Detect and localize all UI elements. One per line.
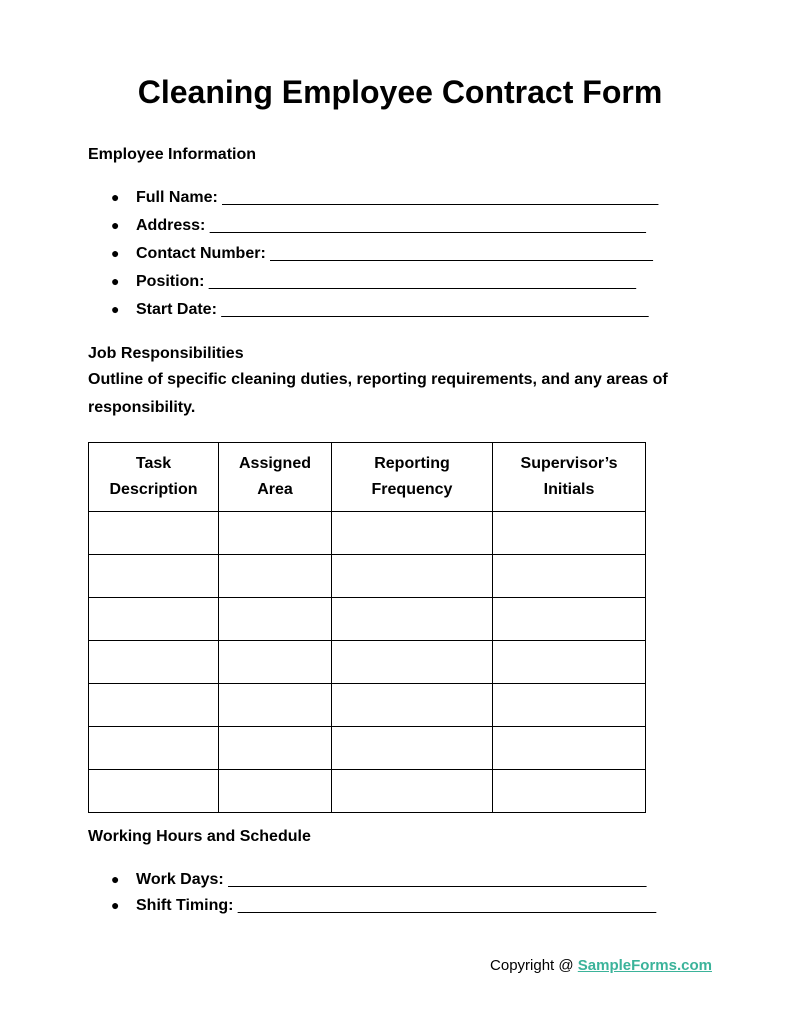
header-assigned-area: Assigned Area — [219, 443, 332, 512]
field-label: Full Name: — [136, 189, 218, 206]
table-cell[interactable] — [332, 770, 493, 813]
table-cell[interactable] — [493, 684, 646, 727]
table-cell[interactable] — [332, 555, 493, 598]
field-label: Contact Number: — [136, 245, 266, 262]
table-cell[interactable] — [332, 684, 493, 727]
table-cell[interactable] — [219, 598, 332, 641]
field-position[interactable] — [88, 273, 658, 301]
employee-information-list — [88, 189, 658, 329]
table-cell[interactable] — [219, 512, 332, 555]
field-line[interactable]: _______________________________________________ — [237, 897, 657, 914]
table-cell[interactable] — [493, 727, 646, 770]
field-line[interactable]: _______________________________________________ — [228, 871, 647, 888]
bullet-icon: ● — [111, 301, 120, 317]
responsibilities-table — [88, 442, 646, 813]
table-cell[interactable] — [89, 641, 219, 684]
table-cell[interactable] — [219, 555, 332, 598]
table-cell[interactable] — [332, 512, 493, 555]
field-work-days[interactable] — [88, 871, 656, 897]
field-full-name[interactable] — [88, 189, 658, 217]
table-row — [89, 727, 646, 770]
table-cell[interactable] — [332, 727, 493, 770]
field-line[interactable]: ___________________________________________ — [270, 245, 653, 262]
bullet-icon: ● — [111, 245, 120, 261]
bullet-icon: ● — [111, 273, 120, 289]
working-hours-heading: Working Hours and Schedule — [88, 828, 311, 845]
bullet-icon: ● — [111, 871, 120, 887]
working-hours-list — [88, 871, 656, 923]
field-line[interactable]: _________________________________________________ — [209, 217, 646, 234]
job-responsibilities-description: Outline of specific cleaning duties, reporting requirements, and any areas of responsibility. — [88, 371, 668, 416]
table-cell[interactable] — [89, 684, 219, 727]
field-address[interactable] — [88, 217, 658, 245]
page-title: Cleaning Employee Contract Form — [137, 74, 663, 110]
table-cell[interactable] — [332, 641, 493, 684]
table-cell[interactable] — [219, 684, 332, 727]
field-line[interactable]: _________________________________________________ — [222, 189, 659, 206]
table-cell[interactable] — [89, 512, 219, 555]
table-cell[interactable] — [89, 770, 219, 813]
bullet-icon: ● — [111, 897, 120, 913]
table-cell[interactable] — [89, 555, 219, 598]
table-cell[interactable] — [219, 770, 332, 813]
table-cell[interactable] — [219, 641, 332, 684]
header-task-description: Task Description — [89, 443, 219, 512]
table-row — [89, 555, 646, 598]
field-start-date[interactable] — [88, 301, 658, 329]
table-cell[interactable] — [332, 598, 493, 641]
sampleforms-link[interactable]: SampleForms.com — [577, 957, 712, 974]
bullet-icon: ● — [111, 189, 120, 205]
table-row — [89, 598, 646, 641]
table-row — [89, 641, 646, 684]
table-cell[interactable] — [89, 727, 219, 770]
field-label: Position: — [136, 273, 205, 290]
field-line[interactable]: ________________________________________________ — [221, 301, 649, 318]
table-header-row — [89, 443, 646, 512]
table-row — [89, 512, 646, 555]
table-cell[interactable] — [493, 641, 646, 684]
bullet-icon: ● — [111, 217, 120, 233]
copyright-footer — [490, 957, 712, 974]
field-label: Address: — [136, 217, 206, 234]
table-cell[interactable] — [89, 598, 219, 641]
table-cell[interactable] — [493, 598, 646, 641]
field-contact-number[interactable] — [88, 245, 658, 273]
header-reporting-frequency: Reporting Frequency — [332, 443, 493, 512]
job-responsibilities-heading: Job Responsibilities — [88, 345, 244, 362]
header-supervisors-initials: Supervisor’s Initials — [493, 443, 646, 512]
table-cell[interactable] — [493, 555, 646, 598]
field-shift-timing[interactable] — [88, 897, 656, 923]
table-row — [89, 770, 646, 813]
field-label: Start Date: — [136, 301, 217, 318]
field-label: Work Days: — [136, 871, 224, 888]
employee-information-heading: Employee Information — [88, 146, 257, 163]
copyright-text: Copyright @ — [490, 957, 578, 974]
table-row — [89, 684, 646, 727]
field-line[interactable]: ________________________________________________ — [208, 273, 637, 290]
field-label: Shift Timing: — [136, 897, 234, 914]
table-cell[interactable] — [493, 512, 646, 555]
table-cell[interactable] — [219, 727, 332, 770]
table-cell[interactable] — [493, 770, 646, 813]
